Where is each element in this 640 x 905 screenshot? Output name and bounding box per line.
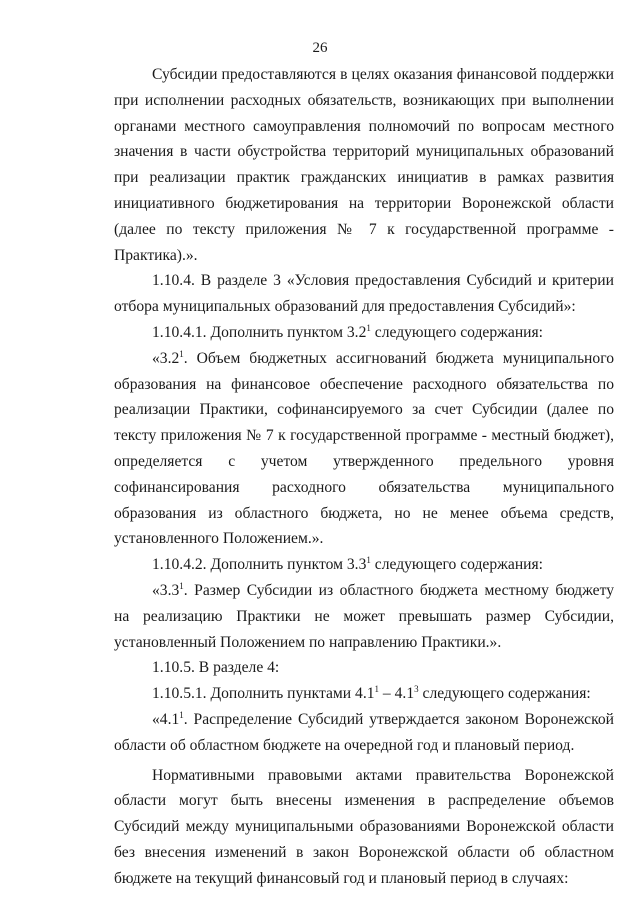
paragraph-1-10-5: 1.10.5. В разделе 4: — [152, 659, 280, 677]
paragraph-1-10-4: 1.10.4. В разделе 3 «Условия предоставления Субсидий и критерии отбора муниципальных образований для предоставления Субсидий»: — [114, 272, 614, 316]
page-number: 26 — [312, 40, 328, 56]
paragraph-subsidy-purpose: Субсидии предоставляются в целях оказания финансовой поддержки при исполнении расходных обязательств, возникающих при выполнении органами местного самоуправления полномочий по вопросам местного значения в части обустройства территорий муниципальных образований при реализации практик гражданских инициатив в рамках развития инициативного бюджетирования на территории Воронежской области (далее по тексту приложения № 7 к государственной программе - Практика).». — [114, 66, 614, 264]
paragraph-3-3-1: «$3.3^1$. Размер Субсидии из областного бюджета местному бюджету на реализацию Практики не может превышать размер Субсидии, установленный Положением по направлению Практики.». — [114, 580, 614, 651]
paragraph-3-2-1: «$3.2^1$. Объем бюджетных ассигнований бюджета муниципального образования на финансовое обеспечение расходного обязательства по реализации Практики, софинансируемого за счет Субсидии (далее по тексту приложения № 7 к государственной программе - местный бюджет), определяется с учетом утвержденного предельного уровня софинансирования расходного обязательства муниципального образования из областного бюджета, но не менее объема средств, установленного Положением.». — [114, 348, 614, 548]
paragraph-1-10-5-1: 1.10.5.1. Дополнить пунктами $4.1^1 - 4.1^3$ следующего содержания: — [152, 684, 591, 703]
document-body — [114, 62, 614, 892]
paragraph-4-1-1: «$4.1^1$. Распределение Субсидий утверждается законом Воронежской области об областном бюджете на очередной год и плановый период. — [114, 709, 614, 754]
paragraph-1-10-4-1: 1.10.4.1. Дополнить пунктом $3.2^1$ следующего содержания: — [152, 322, 544, 341]
paragraph-1-10-4-2: 1.10.4.2. Дополнить пунктом $3.3^1$ следующего содержания: — [152, 555, 544, 574]
paragraph-normative-acts: Нормативными правовыми актами правительства Воронежской области могут быть внесены изменения в распределение объемов Субсидий между муниципальными образованиями Воронежской области без внесения изменений в закон Воронежской области об областном бюджете на текущий финансовый год и плановый период в случаях: — [114, 766, 614, 887]
